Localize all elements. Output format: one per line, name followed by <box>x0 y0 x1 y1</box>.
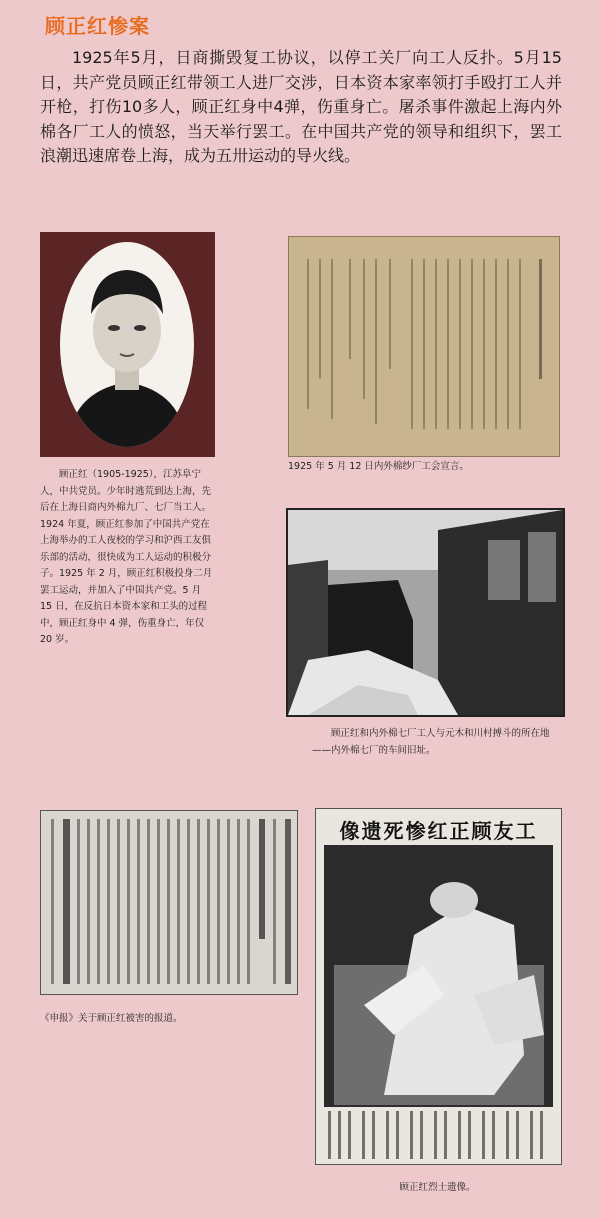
newspaper-clipping <box>40 810 298 995</box>
portrait-caption: 顾正红（1905-1925），江苏阜宁人，中共党员。少年时逃荒到达上海，先后在上海日商内外棉九厂、七厂当工人。1924 年夏，顾正红参加了中国共产党在上海举办的工人夜校的学习和沪西工友俱乐部的活动，很快成为工人运动的积极分子。1925 年 2 月，顾正红积极投身二月罢工运动，并加入了中国共产党。5 月 15 日，在反抗日本资本家和工头的过程中，顾正红身中 4 弹，伤重身亡，年仅 20 岁。 <box>40 469 213 645</box>
portrait-oval <box>60 242 194 447</box>
martyr-caption: 顾正红烈士遗像。 <box>399 1182 476 1193</box>
martyr-photo-inscription <box>324 1111 553 1159</box>
workshop-scene <box>288 510 563 715</box>
portrait-photo <box>40 232 215 457</box>
declaration-document-image <box>288 236 560 457</box>
martyr-memorial-photo <box>315 808 562 1165</box>
declaration-caption: 1925 年 5 月 12 日内外棉纱厂工会宣言。 <box>288 461 469 472</box>
martyr-figure <box>324 845 553 1107</box>
workshop-photo <box>286 508 565 717</box>
workshop-caption: 顾正红和内外棉七厂工人与元木和川村搏斗的所在地——内外棉七厂的车间旧址。 <box>312 728 550 756</box>
martyr-photo-image <box>324 845 553 1107</box>
intro-paragraph: 1925年5月，日商撕毁复工协议，以停工关厂向工人反扑。5月15日，共产党员顾正红带领工人进厂交涉，日本资本家率领打手殴打工人并开枪，打伤10多人，顾正红身中4弹，伤重身亡。屠杀事件激起上海内外棉各厂工人的愤怒，当天举行罢工。在中国共产党的领导和组织下，罢工浪潮迅速席卷上海，成为五卅运动的导火线。 <box>40 48 562 165</box>
portrait-figure <box>60 242 194 447</box>
martyr-photo-header: 工友顾正红惨死遗像 <box>339 819 538 843</box>
newspaper-caption: 《申报》关于顾正红被害的报道。 <box>40 1013 183 1024</box>
page-title: 顾正红惨案 <box>45 14 150 38</box>
